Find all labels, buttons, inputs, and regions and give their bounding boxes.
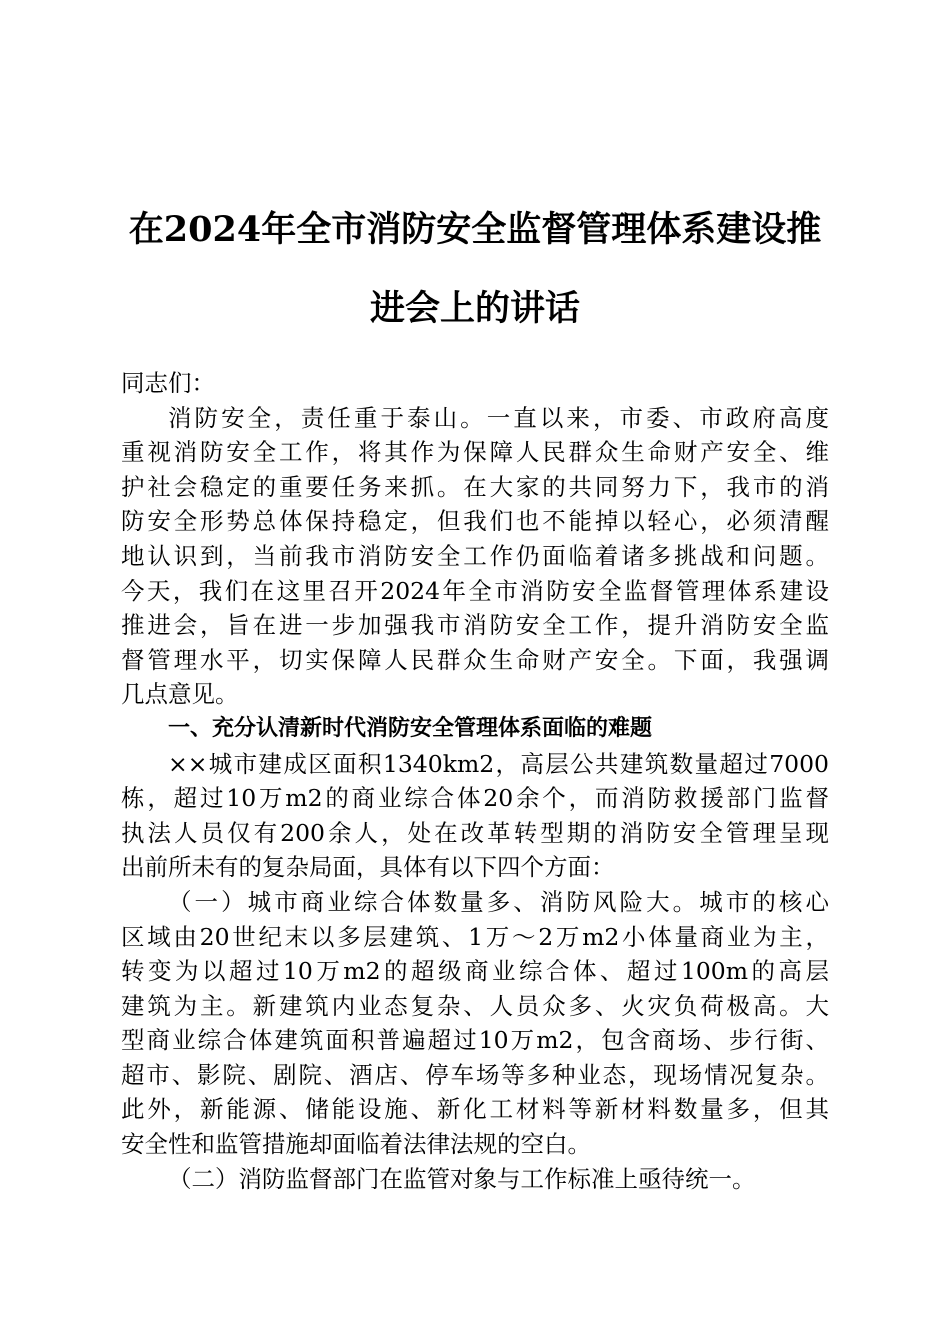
paragraph-3-line-7: 此外，新能源、储能设施、新化工材料等新材料数量多，但其 bbox=[121, 1095, 829, 1124]
title-line-1: 在2024年全市消防安全监督管理体系建设推 bbox=[128, 209, 822, 250]
paragraph-1-line-2: 重视消防安全工作，将其作为保障人民群众生命财产安全、维 bbox=[121, 438, 829, 467]
paragraph-1-line-4: 防安全形势总体保持稳定，但我们也不能掉以轻心，必须清醒 bbox=[121, 507, 829, 536]
paragraph-3-line-3: 转变为以超过10万m2的超级商业综合体、超过100m的高层 bbox=[121, 957, 829, 986]
paragraph-3-line-1: （一）城市商业综合体数量多、消防风险大。城市的核心 bbox=[168, 887, 829, 916]
paragraph-2-line-2: 栋，超过10万m2的商业综合体20余个，而消防救援部门监督 bbox=[121, 784, 829, 813]
salutation: 同志们： bbox=[121, 369, 215, 397]
paragraph-2-line-4: 出前所未有的复杂局面，具体有以下四个方面： bbox=[121, 853, 615, 882]
title-line-2: 进会上的讲话 bbox=[369, 288, 580, 329]
paragraph-1-line-7: 推进会，旨在进一步加强我市消防安全工作，提升消防安全监 bbox=[121, 611, 829, 640]
paragraph-3-line-6: 超市、影院、剧院、酒店、停车场等多种业态，现场情况复杂。 bbox=[121, 1060, 829, 1089]
paragraph-1-line-1: 消防安全，责任重于泰山。一直以来，市委、市政府高度 bbox=[168, 403, 829, 432]
section-heading-1: 一、充分认清新时代消防安全管理体系面临的难题 bbox=[168, 715, 653, 741]
paragraph-2-line-3: 执法人员仅有200余人，处在改革转型期的消防安全管理呈现 bbox=[121, 818, 829, 847]
paragraph-3-line-5: 型商业综合体建筑面积普遍超过10万m2，包含商场、步行街、 bbox=[121, 1026, 829, 1055]
paragraph-3-line-2: 区域由20世纪末以多层建筑、1万～2万m2小体量商业为主， bbox=[121, 922, 829, 951]
paragraph-1-line-5: 地认识到，当前我市消防安全工作仍面临着诸多挑战和问题。 bbox=[121, 541, 829, 570]
paragraph-2-line-1: ××城市建成区面积1340km2，高层公共建筑数量超过7000 bbox=[168, 749, 829, 778]
paragraph-1-line-6: 今天，我们在这里召开2024年全市消防安全监督管理体系建设 bbox=[121, 576, 829, 605]
paragraph-3-line-4: 建筑为主。新建筑内业态复杂、人员众多、火灾负荷极高。大 bbox=[121, 991, 829, 1020]
paragraph-1-line-3: 护社会稳定的重要任务来抓。在大家的共同努力下，我市的消 bbox=[121, 472, 829, 501]
document-title bbox=[100, 190, 850, 348]
paragraph-4-line-1: （二）消防监督部门在监管对象与工作标准上亟待统一。 bbox=[168, 1164, 756, 1193]
document-body bbox=[121, 366, 829, 1196]
paragraph-1-line-8: 督管理水平，切实保障人民群众生命财产安全。下面，我强调 bbox=[121, 645, 829, 674]
paragraph-1-line-9: 几点意见。 bbox=[121, 680, 239, 709]
paragraph-3-line-8: 安全性和监管措施却面临着法律法规的空白。 bbox=[121, 1130, 591, 1159]
